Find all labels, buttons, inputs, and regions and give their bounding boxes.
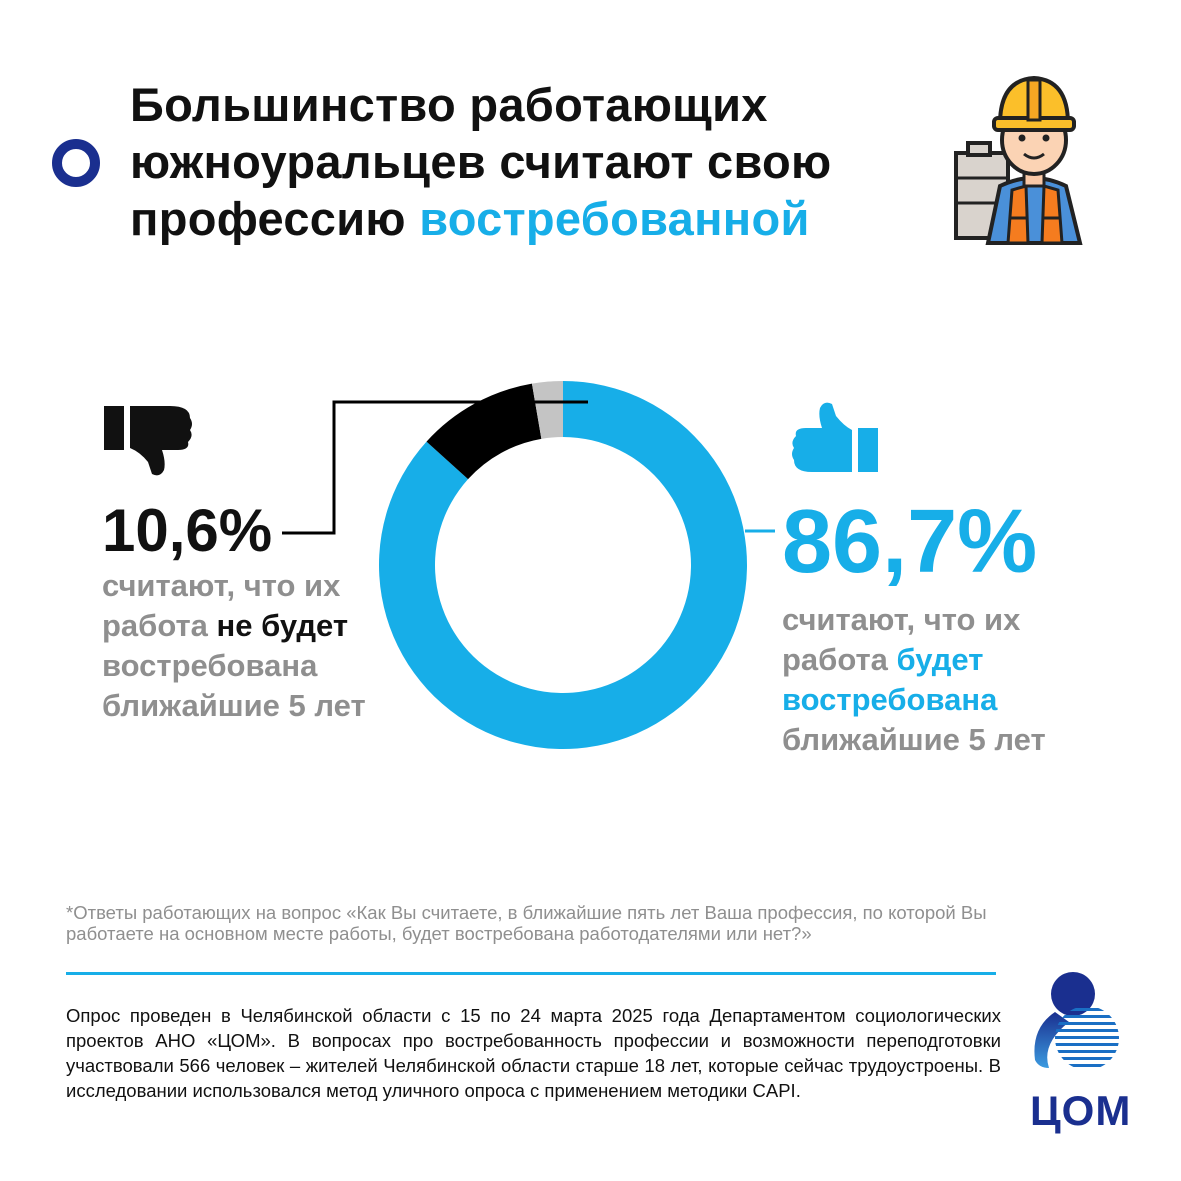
thumbs-up-icon — [790, 402, 880, 474]
com-logo-icon — [1025, 968, 1125, 1070]
negative-text-emphasis: не будет — [216, 608, 349, 643]
thumbs-down-icon — [104, 404, 194, 476]
title-accent-word: востребованной — [419, 192, 810, 245]
leader-line-negative — [270, 398, 590, 538]
page-title — [130, 76, 930, 247]
title-line-2: южноуральцев считают свою — [130, 135, 832, 188]
positive-percent: 86,7% — [782, 492, 1038, 592]
title-line-3 — [130, 190, 930, 247]
survey-question-footnote: *Ответы работающих на вопрос «Как Вы считаете, в ближайшие пять лет Ваша профессия, по которой Вы работаете на основном месте работы, будет востребована работодателями или нет?» — [66, 902, 987, 944]
section-divider — [66, 972, 996, 975]
com-logo-text: ЦОМ — [1030, 1087, 1132, 1134]
construction-worker-icon — [948, 58, 1118, 248]
negative-text-start: считают, что их работа — [102, 568, 341, 643]
negative-percent: 10,6% — [102, 497, 273, 564]
negative-text-end: востребована ближайшие 5 лет — [102, 648, 366, 723]
positive-description — [782, 600, 1122, 760]
title-line-1: Большинство работающих — [130, 78, 768, 131]
negative-description — [102, 566, 372, 726]
title-line-3-plain: профессию — [130, 192, 420, 245]
methodology-text: Опрос проведен в Челябинской области с 15 по 24 марта 2025 года Департаментом социологических проектов АНО «ЦОМ». В вопросах про востребованность профессии и возможности переподготовки участвовали 566 человек – жителей Челябинской области старше 18 лет, которые сейчас трудоустроены. В исследовании использовался метод уличного опроса с применением методики CAPI. — [66, 1005, 1001, 1101]
positive-text-start: считают, что их работа — [782, 602, 1021, 677]
title-bullet-ring-icon — [50, 137, 102, 189]
positive-text-end: ближайшие 5 лет — [782, 722, 1046, 757]
positive-text-emphasis: будет востребована — [782, 642, 998, 717]
leader-line-positive — [745, 520, 785, 540]
